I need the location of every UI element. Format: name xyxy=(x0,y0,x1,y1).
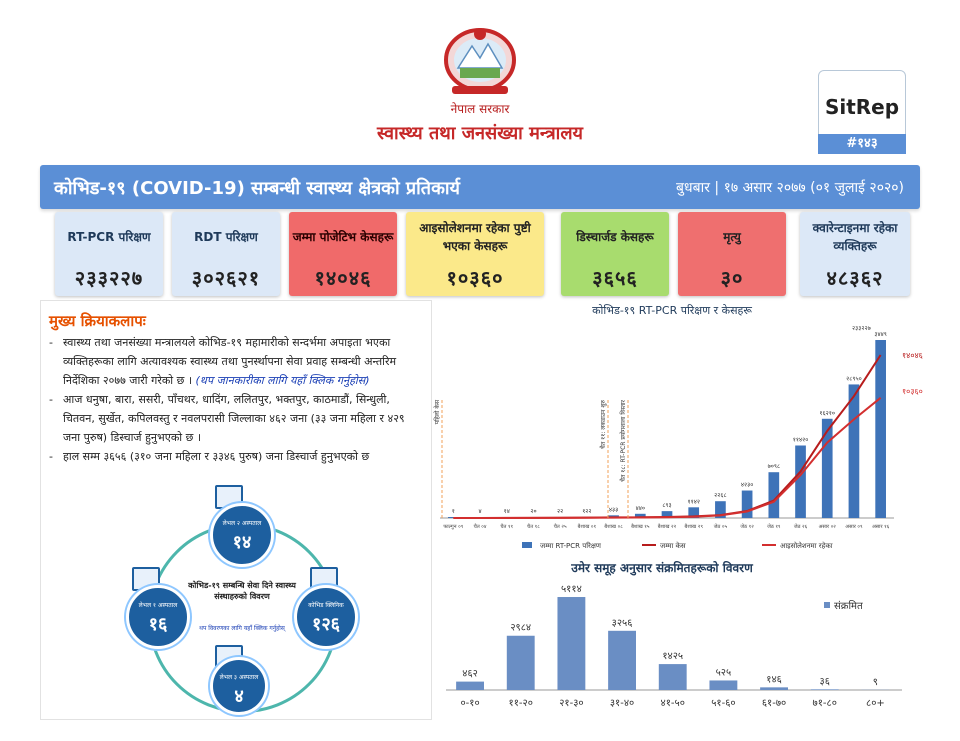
facility-count: ४ xyxy=(234,686,244,707)
legend-swatch xyxy=(522,542,532,548)
age-bar xyxy=(507,636,535,690)
gov-name: नेपाल सरकार xyxy=(450,102,510,116)
x-tick-label: जेठ ०५ xyxy=(713,524,728,530)
age-tick-label: ३१-४० xyxy=(609,698,635,709)
bar-label: २० xyxy=(530,508,537,515)
activities-list xyxy=(49,333,425,466)
test-bar xyxy=(822,419,833,518)
series-line xyxy=(453,398,880,518)
bar-label: २८९५० xyxy=(846,375,862,383)
age-bar-label: २९८४ xyxy=(510,622,532,634)
cases-end-label: १४०४६ xyxy=(902,351,923,360)
sitrep-number: #१४३ xyxy=(818,134,906,154)
facility-level2[interactable] xyxy=(210,503,274,567)
age-bar-label: ९ xyxy=(872,676,879,688)
stat-value: ३६५६ xyxy=(592,266,638,290)
age-tick-label: ४१-५० xyxy=(660,698,685,709)
stat-label: डिस्चार्जड केसहरू xyxy=(576,230,654,244)
stat-value: ३०२६२१ xyxy=(191,266,261,290)
age-bar-label: १४६ xyxy=(766,674,782,686)
ministry-name: स्वास्थ्य तथा जनसंख्या मन्त्रालय xyxy=(377,123,583,144)
nepal-emblem-icon xyxy=(432,20,528,98)
bar-label: १४ xyxy=(503,508,510,515)
stat-card-discharged xyxy=(561,212,669,296)
activity-text: स्वास्थ्य तथा जनसंख्या मन्त्रालयले कोभिड-१९ महामारीको सन्दर्भमा अपाइता भएका व्यक्तिहरूका लागि अत्यावश्यक स्वास्थ्य तथा पुनर्स्थापना सेवा प्रवाह सम्बन्धी अन्तरिम निर्देशिका २०७७ जारी गरेको छ । xyxy=(63,336,397,387)
bar-label: १२२ xyxy=(582,507,592,515)
age-tick-label: ५१-६० xyxy=(711,698,736,709)
x-tick-label: बैशाख १५ xyxy=(631,524,650,530)
legend-label: जम्मा RT-PCR परिक्षण xyxy=(540,542,601,550)
tests-end-label: २३३२२७ xyxy=(852,325,871,332)
stat-label: क्वारेन्टाइनमा रहेका व्यक्तिहरू xyxy=(812,221,898,253)
activity-item xyxy=(49,333,425,390)
sitrep-box xyxy=(818,70,906,140)
banner-title: कोभिड-१९ (COVID-19) सम्बन्धी स्वास्थ्य क्षेत्रको प्रतिकार्य xyxy=(54,178,460,199)
age-bar-label: ३६ xyxy=(819,676,830,688)
test-bar xyxy=(875,340,886,518)
title-banner xyxy=(40,165,920,209)
x-tick-label: असार १६ xyxy=(871,524,890,530)
age-tick-label: ११-२० xyxy=(508,698,533,709)
age-bar-label: ५११४ xyxy=(560,584,582,596)
legend-label: आइसोलेशनमा रहेका xyxy=(780,542,833,550)
x-tick-label: चैत ११ xyxy=(500,524,514,530)
test-bar xyxy=(795,445,806,518)
x-tick-label: बैशाख ०८ xyxy=(604,524,623,530)
stat-value: ३० xyxy=(720,266,744,290)
bar-label: १६२१० xyxy=(819,409,836,417)
bar-label: ४२३० xyxy=(740,481,754,489)
x-tick-label: चैत १८ xyxy=(527,524,540,530)
age-tick-label: ८०+ xyxy=(866,698,885,709)
bar-label: ४४० xyxy=(635,504,645,512)
activity-text: हाल सम्म ३६५६ (३१० जना महिला र ३३४६ पुरुष) जना डिस्चार्ज हुनुभएको छ xyxy=(63,450,370,463)
age-bar xyxy=(659,664,687,690)
annotation-label: चैत १८: RT-PCR प्रयोगशाला विस्तार xyxy=(620,400,627,482)
age-bar-label: ४६२ xyxy=(462,668,478,680)
trend-chart-title: कोभिड-१९ RT-PCR परिक्षण र केसहरू xyxy=(592,304,752,317)
facility-count: १२६ xyxy=(311,614,341,635)
bar-label: ७०९८ xyxy=(767,463,781,471)
stat-label: RT-PCR परिक्षण xyxy=(67,230,151,244)
health-facilities-diagram xyxy=(130,485,360,715)
activity-item xyxy=(49,390,425,447)
age-tick-label: ६१-७० xyxy=(761,698,787,709)
x-tick-label: बैशाख ०१ xyxy=(577,524,597,530)
bar-label: ८९३ xyxy=(662,502,672,510)
annotation-label: चैत ११: लकडाउन शुरु xyxy=(600,400,607,449)
age-bar-label: ३२५६ xyxy=(611,617,633,629)
age-tick-label: ७१-८० xyxy=(812,698,837,709)
sitrep-title: SitRep xyxy=(824,95,900,119)
isolation-end-label: १०३६० xyxy=(902,387,923,396)
facility-caption: लेभल १ अस्पताल xyxy=(138,602,178,609)
stat-label: जम्मा पोजेटिभ केसहरू xyxy=(292,230,394,244)
legend-label: संक्रमित xyxy=(834,601,863,612)
stat-card-rdt xyxy=(172,212,280,296)
age-chart-title: उमेर समूह अनुसार संक्रमितहरूको विवरण xyxy=(571,561,753,575)
legend-swatch xyxy=(824,602,830,608)
age-bar xyxy=(608,631,636,690)
activity-text: आज धनुषा, बारा, ससरी, पाँचथर, धादिंग, ललितपुर, भक्तपुर, काठमाडौं, सिन्धुली, चितवन, सुर्खेत, कपिलवस्तु र नवलपरासी जिल्लाका ४६२ जना (३३ जना महिला र ४२९ जना पुरुष) डिस्चार्ज हुनुभएको छ । xyxy=(63,393,405,444)
age-bar-label: ५२५ xyxy=(715,667,732,679)
bar-label: ४३३ xyxy=(608,506,619,514)
activity-item xyxy=(49,447,425,466)
bar-label: २२ xyxy=(557,508,564,515)
facility-level3[interactable] xyxy=(210,657,268,715)
stat-label: मृत्यु xyxy=(723,230,741,244)
bar-label: २२६८ xyxy=(714,492,727,500)
facility-level1[interactable] xyxy=(126,585,190,649)
age-bar xyxy=(557,597,585,690)
x-tick-label: असार ०२ xyxy=(818,524,836,530)
bar-label: ११४२ xyxy=(687,498,700,506)
x-tick-label: चैत ०४ xyxy=(473,524,487,530)
bar-label: ४ xyxy=(478,508,482,515)
charts-area xyxy=(432,300,923,720)
facility-count: १६ xyxy=(148,614,168,635)
age-bar xyxy=(709,680,737,690)
activities-heading: मुख्य क्रियाकलापः xyxy=(49,312,146,330)
stat-label: RDT परिक्षण xyxy=(194,230,258,244)
facility-count: १४ xyxy=(232,532,252,553)
age-bar-label: १४२५ xyxy=(662,651,684,663)
x-tick-label: बैशाख २२ xyxy=(657,524,677,530)
x-tick-label: जेठ १२ xyxy=(740,524,754,530)
report-date: बुधबार | १७ असार २०७७ (०१ जुलाई २०२०) xyxy=(676,180,904,196)
more-info-link[interactable]: (थप जानकारीका लागि यहाँ क्लिक गर्नुहोस) xyxy=(195,374,370,387)
stat-card-rtpcr xyxy=(55,212,163,296)
age-chart xyxy=(446,584,902,709)
bar-label: ११४२० xyxy=(792,436,809,444)
stat-value: १०३६० xyxy=(446,266,504,290)
x-tick-label: चैत २५ xyxy=(553,524,567,530)
age-tick-label: २१-३० xyxy=(559,698,584,709)
facility-caption: कोभिड क्लिनिक xyxy=(308,602,344,609)
legend-label: जम्मा केस xyxy=(660,542,686,550)
x-tick-label: फाल्गुन ०९ xyxy=(443,524,464,530)
stat-card-quarantine xyxy=(800,212,910,296)
test-bar xyxy=(742,491,753,518)
bar-label: ३४४९ xyxy=(874,331,887,338)
series-line xyxy=(453,355,880,518)
stat-card-isolation xyxy=(406,212,544,296)
stat-card-positive xyxy=(289,212,397,296)
stat-value: ४८३६२ xyxy=(826,266,884,290)
facility-caption: लेभल २ अस्पताल xyxy=(222,520,262,527)
x-tick-label: बैशाख २९ xyxy=(684,524,703,530)
stat-value: १४०४६ xyxy=(314,266,372,290)
facilities-title: कोभिड-१९ सम्बन्धि सेवा दिने स्वास्थ्य संस्थाहरुको विवरण xyxy=(188,581,296,601)
stat-label: आइसोलेशनमा रहेका पुष्टी भएका केसहरू xyxy=(419,221,531,253)
facility-clinic[interactable] xyxy=(294,585,358,649)
age-bar xyxy=(456,682,484,690)
x-tick-label: जेठ २६ xyxy=(793,524,808,530)
x-tick-label: जेठ १९ xyxy=(767,524,781,530)
trend-chart xyxy=(433,325,923,550)
age-bar xyxy=(811,689,839,690)
age-bar xyxy=(760,687,788,690)
stat-card-deaths xyxy=(678,212,786,296)
stat-value: २३३२२७ xyxy=(74,266,144,290)
test-bar xyxy=(849,384,860,518)
facilities-link[interactable]: थप विवरणका लागि यहाँ क्लिक गर्नुहोस् xyxy=(199,625,285,632)
annotation-label: पहिलो केस xyxy=(434,400,441,425)
bar-label: १ xyxy=(451,508,455,515)
facility-caption: लेभल ३ अस्पताल xyxy=(219,674,259,681)
x-tick-label: असार ०९ xyxy=(845,524,863,530)
age-tick-label: ०-१० xyxy=(460,698,480,709)
